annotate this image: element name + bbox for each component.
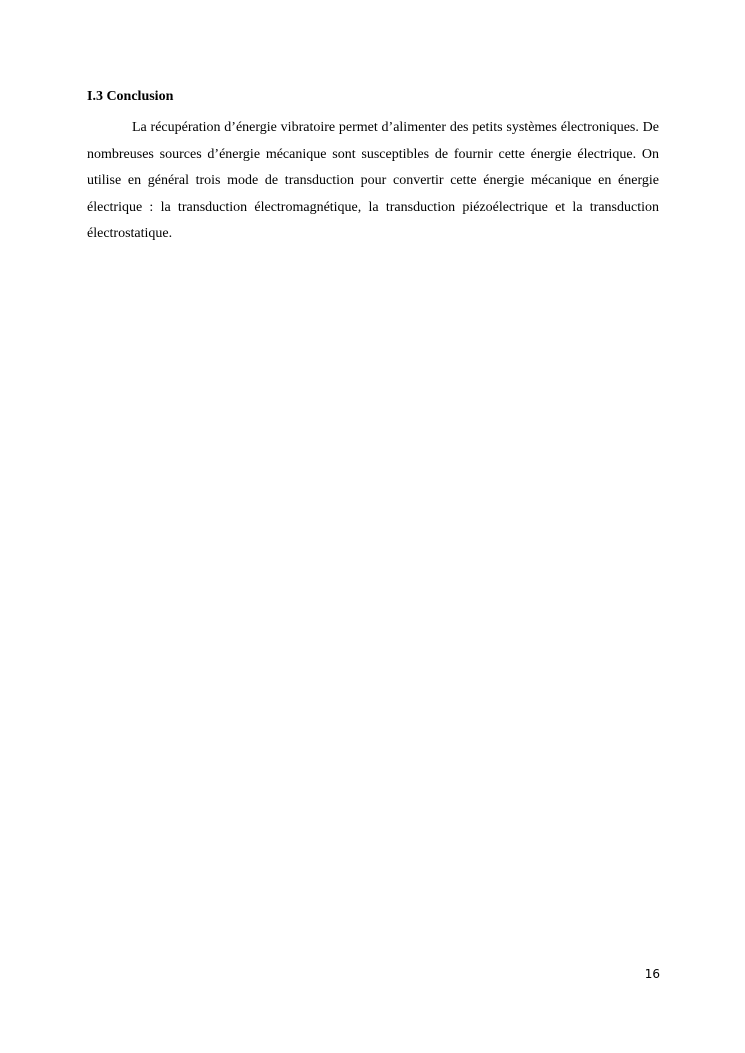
section-heading: I.3 Conclusion xyxy=(87,89,174,104)
page-number: 16 xyxy=(644,967,660,981)
conclusion-paragraph: La récupération d’énergie vibratoire permet d’alimenter des petits systèmes électroniques. De nombreuses sources d’énergie mécanique sont susceptibles de fournir cette énergie électrique. On utilise en général trois mode de transduction pour convertir cette énergie mécanique en énergie électrique : la transduction électromagnétique, la transduction piézoélectrique et la transduction électrostatique. xyxy=(87,120,659,242)
